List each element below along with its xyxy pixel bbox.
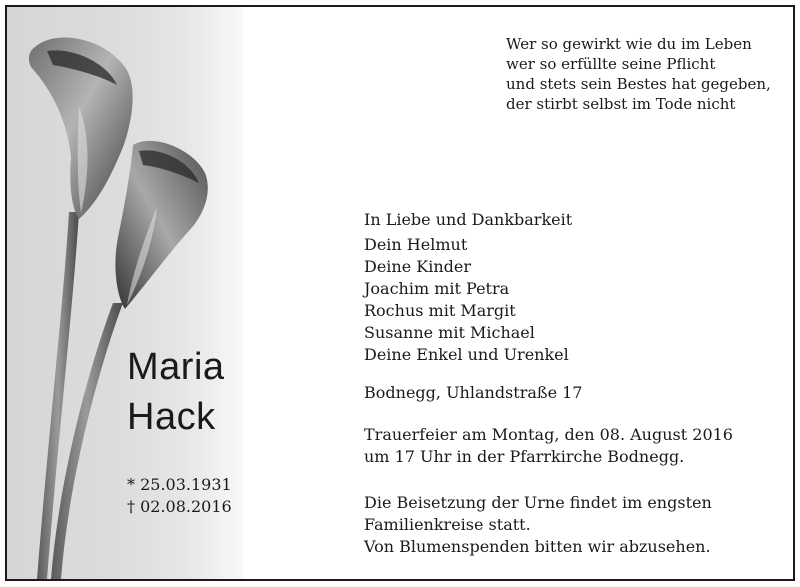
poem-line: wer so erfüllte seine Pflicht [506, 55, 716, 73]
address [364, 382, 582, 404]
mourners-intro [364, 209, 572, 231]
mourners-list [364, 234, 569, 366]
address-text: Bodnegg, Uhlandstraße 17 [364, 383, 583, 402]
burial-line: Die Beisetzung der Urne findet im engsten [364, 493, 712, 512]
poem-line: Wer so gewirkt wie du im Leben [506, 35, 752, 53]
life-dates [127, 474, 232, 518]
obituary-frame [5, 5, 795, 581]
service-info [364, 424, 733, 468]
poem [506, 34, 771, 114]
birth-date: * 25.03.1931 [127, 475, 232, 494]
mourner-name: Deine Kinder [364, 257, 472, 276]
service-line: um 17 Uhr in der Pfarrkirche Bodnegg. [364, 447, 685, 466]
mourner-name: Deine Enkel und Urenkel [364, 345, 569, 364]
mourner-name: Rochus mit Margit [364, 301, 516, 320]
mourner-name: Susanne mit Michael [364, 323, 535, 342]
burial-line: Familienkreise statt. [364, 515, 531, 534]
burial-line: Von Blumenspenden bitten wir abzusehen. [364, 537, 711, 556]
mourner-name: Dein Helmut [364, 235, 468, 254]
burial-info [364, 492, 712, 558]
last-name: Hack [127, 396, 216, 438]
poem-line: und stets sein Bestes hat gegeben, [506, 75, 771, 93]
intro-text: In Liebe und Dankbarkeit [364, 210, 573, 229]
service-line: Trauerfeier am Montag, den 08. August 2016 [364, 425, 733, 444]
first-name: Maria [127, 346, 225, 388]
poem-line: der stirbt selbst im Tode nicht [506, 95, 736, 113]
death-date: † 02.08.2016 [127, 497, 232, 516]
mourner-name: Joachim mit Petra [364, 279, 510, 298]
